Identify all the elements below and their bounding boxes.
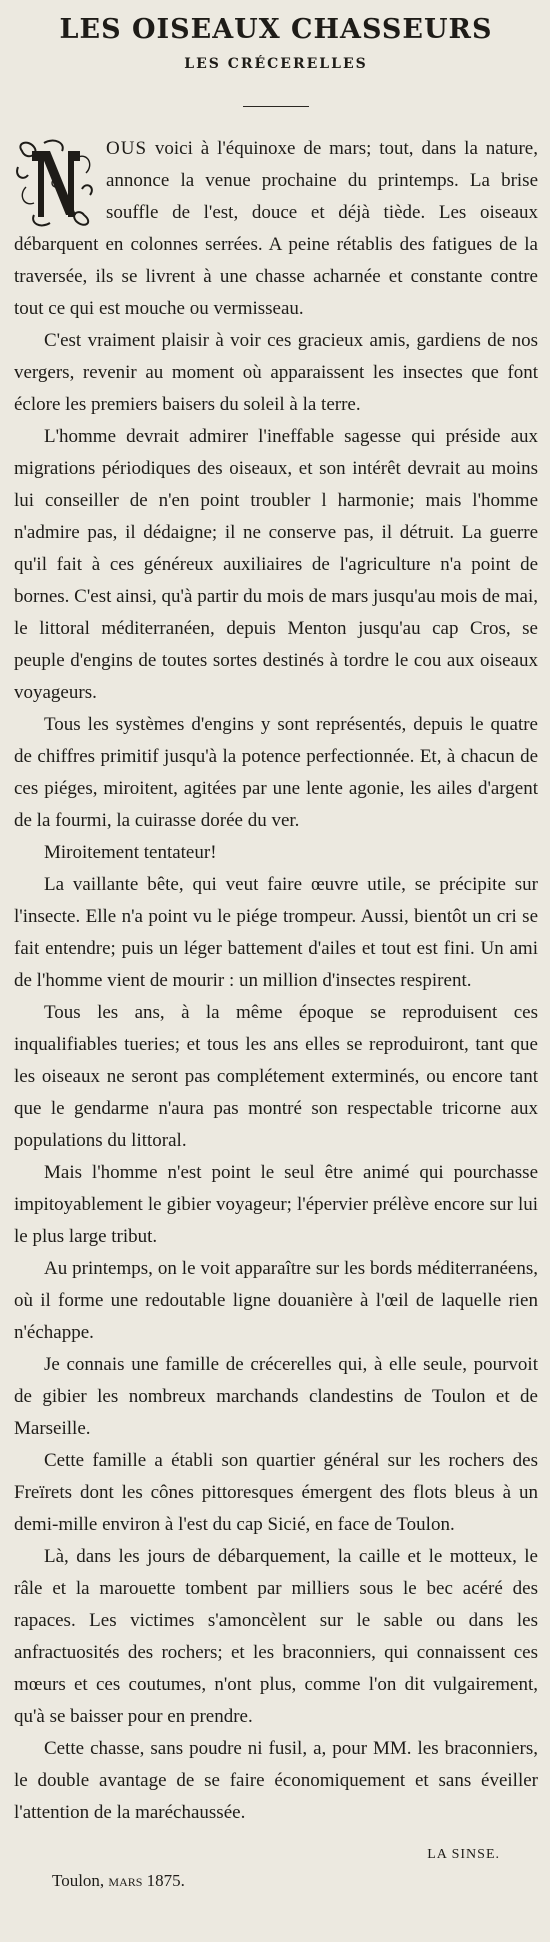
article-paragraph-1: [14, 133, 538, 325]
dateline-place: Toulon,: [52, 1871, 105, 1890]
article-dateline: [14, 1869, 538, 1893]
first-paragraph-text: voici à l'équinoxe de mars; tout, dans la nature, annonce la venue prochaine du printemps. La brise souffle de l'est, douce et déjà tiède. Les oiseaux débarquent en colonnes serrées. A peine rétablis des fatigues de la traversée, ils se livrent à une chasse acharnée et constante contre tout ce qui est mouche ou vermisseau.: [14, 138, 538, 319]
ornate-letter-n-icon: [14, 137, 98, 229]
article-paragraph-9: Au printemps, on le voit apparaître sur les bords méditerranéens, où il forme une redoutable ligne douanière à l'œil de laquelle rien n'échappe.: [14, 1258, 538, 1343]
article-paragraph-3: L'homme devrait admirer l'ineffable sagesse qui préside aux migrations périodiques des oiseaux, et son intérêt devrait au moins lui conseiller de n'en point troubler l harmonie; mais l'homme n'admire pas, il dédaigne; il ne conserve pas, il détruit. La guerre qu'il fait à ces généreux auxiliaires de l'agriculture n'a point de bornes. C'est ainsi, qu'à partir du mois de mars jusqu'au mois de mai, le littoral méditerranéen, depuis Menton jusqu'au cap Cros, se peuple d'engins de toutes sortes destinés à tordre le cou aux oiseaux voyageurs.: [14, 426, 538, 703]
article-subtitle: LES CRÉCERELLES: [184, 56, 368, 72]
article-paragraph-2: C'est vraiment plaisir à voir ces gracieux amis, gardiens de nos vergers, revenir au moment où apparaissent les insectes que font éclore les premiers baisers du soleil à la terre.: [14, 330, 538, 415]
article-paragraph-11: Cette famille a établi son quartier général sur les rochers des Freïrets dont les cônes pittoresques émergent des flots bleus à un demi-mille environ à l'est du cap Sicié, en face de Toulon.: [14, 1450, 538, 1535]
article-paragraph-10: Je connais une famille de crécerelles qui, à elle seule, pourvoit de gibier les nombreux marchands clandestins de Toulon et de Marseille.: [14, 1354, 538, 1439]
first-word-rest: OUS: [106, 138, 148, 159]
dateline-date: mars 1875.: [108, 1871, 185, 1890]
article-body: [14, 133, 538, 1829]
article-paragraph-13: Cette chasse, sans poudre ni fusil, a, pour MM. les braconniers, le double avantage de se faire économiquement et sans éveiller l'attention de la maréchaussée.: [14, 1738, 538, 1823]
article-paragraph-5: Miroitement tentateur!: [44, 842, 217, 863]
article-paragraph-12: Là, dans les jours de débarquement, la caille et le motteux, le râle et la marouette tombent par milliers sous le bec acéré des rapaces. Les victimes s'amoncèlent sur le sable ou dans les anfractuosités des rochers; et les braconniers, qui connaissent ces mœurs et ces coutumes, n'ont plus, comme l'on dit vulgairement, qu'à se baisser pour en prendre.: [14, 1546, 538, 1727]
article-paragraph-8: Mais l'homme n'est point le seul être animé qui pourchasse impitoyablement le gibier voyageur; l'épervier prélève encore sur lui le plus large tribut.: [14, 1162, 538, 1247]
article-paragraph-6: La vaillante bête, qui veut faire œuvre utile, se précipite sur l'insecte. Elle n'a point vu le piége trompeur. Aussi, bientôt un cri se fait entendre; puis un léger battement d'ailes et tout est fini. Un ami de l'homme vient de mourir : un million d'insectes respirent.: [14, 874, 538, 991]
article-title: LES OISEAUX CHASSEURS: [59, 14, 493, 45]
title-divider: [243, 106, 309, 107]
article-paragraph-7: Tous les ans, à la même époque se reproduisent ces inqualifiables tueries; et tous les ans elles se reproduiront, tant que les oiseaux ne seront pas complétement exterminés, ou encore tant que le gendarme n'aura pas montré son respectable tricorne aux populations du littoral.: [14, 1002, 538, 1151]
article-paragraph-4: Tous les systèmes d'engins y sont représentés, depuis le quatre de chiffres primitif jusqu'à la potence perfectionnée. Et, à chacun de ces piéges, miroitent, agitées par une lente agonie, les ailes d'argent de la fourmi, la cuirasse dorée du ver.: [14, 714, 538, 831]
article-signature: LA SINSE.: [427, 1847, 500, 1862]
